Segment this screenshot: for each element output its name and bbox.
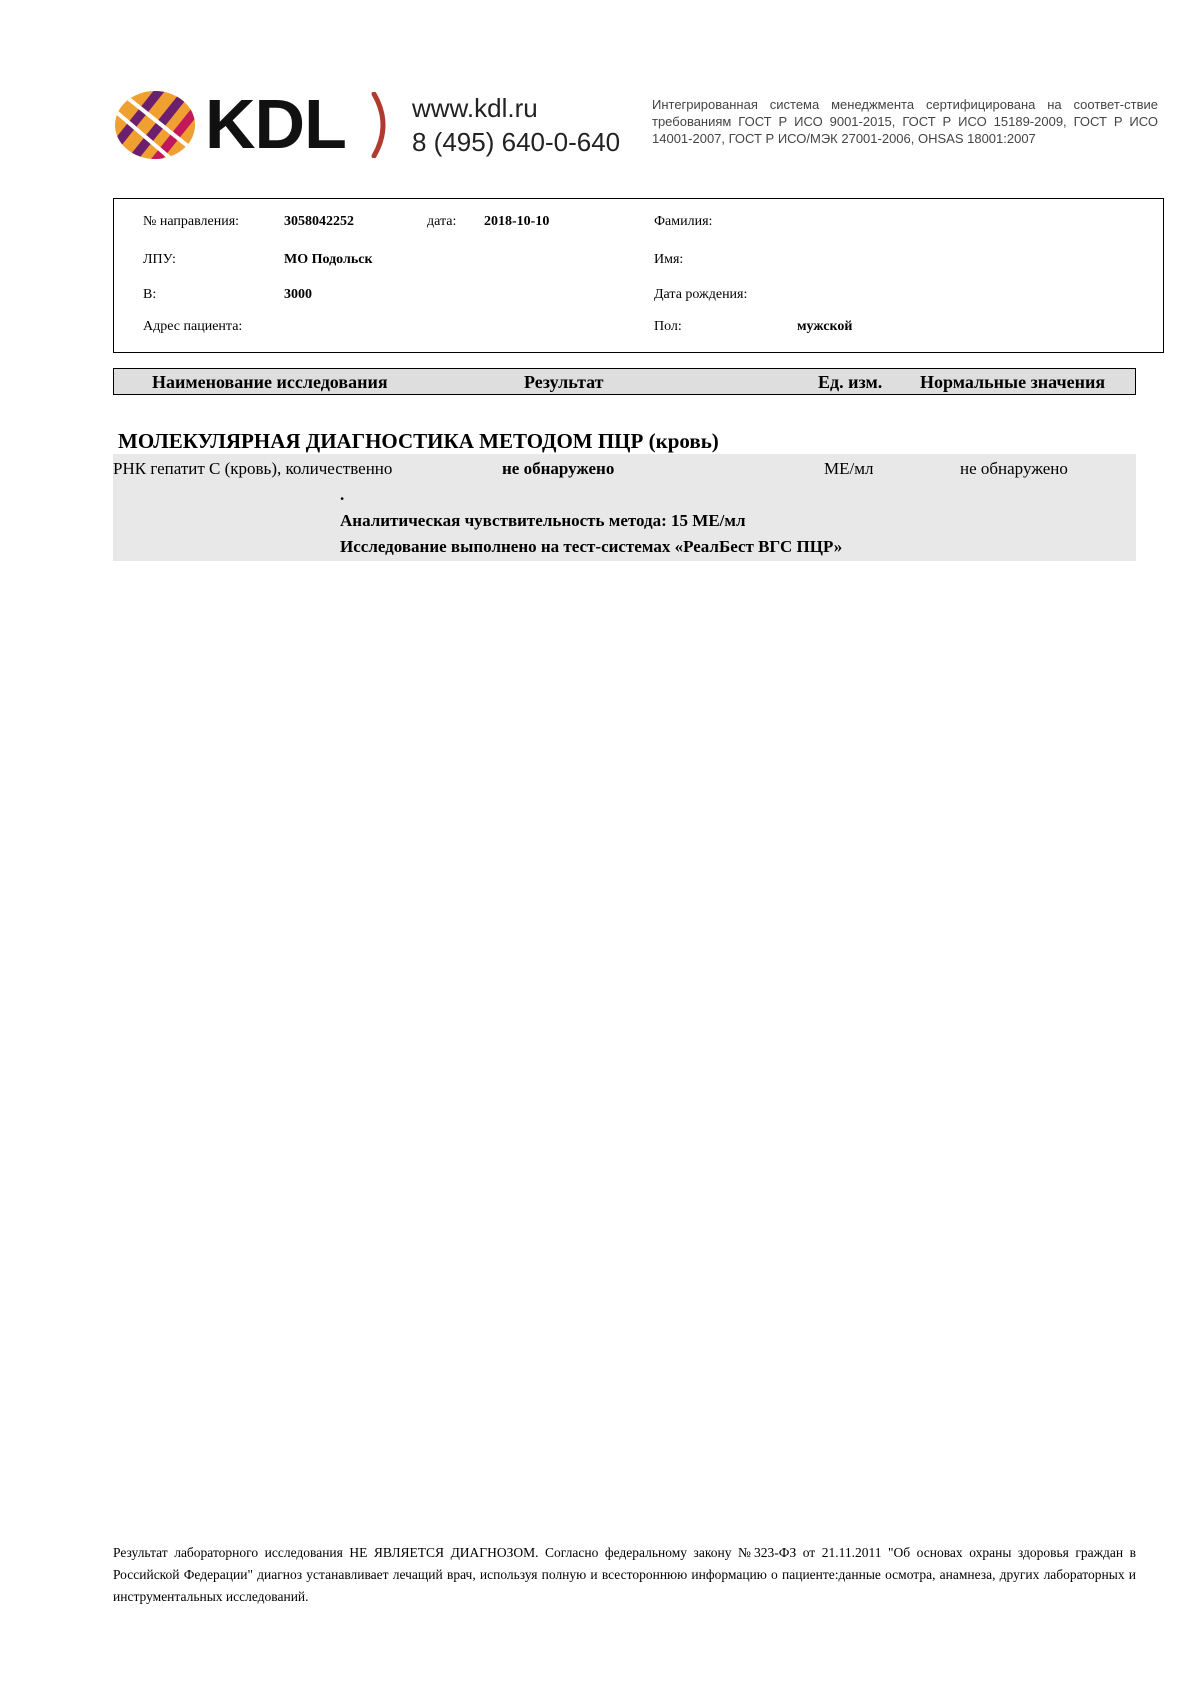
patient-info-box: [113, 198, 1164, 353]
phone-number: 8 (495) 640-0-640: [412, 127, 621, 157]
sex-label: Пол:: [654, 319, 682, 334]
certification-text: Интегрированная система менеджмента сертифицирована на соответ-ствие требованиям ГОСТ Р ИСО 9001-2015, ГОСТ Р ИСО 15189-2009, ГОСТ Р ИСО 14001-2007, ГОСТ Р ИСО/МЭК 27001-2006, OHSAS 18001:2007: [652, 97, 1158, 146]
row-result: не обнаружено: [502, 459, 615, 478]
birth-date-label: Дата рождения:: [654, 287, 748, 302]
header-unit: Ед. изм.: [818, 372, 883, 392]
lpu-label: ЛПУ:: [143, 252, 176, 267]
header-result: Результат: [524, 372, 604, 392]
header-test-name: Наименование исследования: [152, 372, 388, 392]
row-normal: не обнаружено: [960, 459, 1068, 478]
section-title: МОЛЕКУЛЯРНАЯ ДИАГНОСТИКА МЕТОДОМ ПЦР (кровь): [118, 429, 719, 453]
header-normal-values: Нормальные значения: [920, 372, 1106, 392]
sex-value: мужской: [797, 319, 853, 334]
surname-label: Фамилия:: [654, 214, 713, 229]
row-unit: МЕ/мл: [824, 459, 874, 478]
disclaimer: Результат лабораторного исследования НЕ ЯВЛЯЕТСЯ ДИАГНОЗОМ. Согласно федеральному закону №323-ФЗ от 21.11.2011 "Об основах охраны здоровья граждан в Российской Федерации" диагноз устанавливает лечащий врач, используя полную и всестороннюю информацию о пациенте:данные осмотра, анамнеза, других лабораторных и инструментальных исследований.: [113, 1545, 1136, 1604]
table-header: [113, 368, 1136, 395]
name-label: Имя:: [654, 252, 684, 267]
row-test-name: РНК гепатит С (кровь), количественно: [113, 459, 393, 478]
test-system-note: Исследование выполнено на тест-системах «РеалБест ВГС ПЦР»: [340, 537, 843, 556]
lpu-value: МО Подольск: [284, 252, 373, 267]
chevron-right-icon: [370, 92, 396, 158]
date-value: 2018-10-10: [484, 214, 550, 229]
brand-name: KDL: [205, 85, 346, 163]
address-label: Адрес пациента:: [143, 319, 243, 334]
website-link[interactable]: www.kdl.ru: [412, 93, 538, 123]
referral-label: № направления:: [143, 214, 240, 229]
b-value: 3000: [284, 287, 312, 302]
sensitivity-note: Аналитическая чувствительность метода: 15 МЕ/мл: [340, 511, 746, 530]
b-label: В:: [143, 287, 157, 302]
referral-value: 3058042252: [284, 214, 354, 229]
row-dot: .: [340, 485, 345, 504]
kdl-logo-icon: [114, 90, 196, 160]
date-label: дата:: [427, 214, 457, 229]
